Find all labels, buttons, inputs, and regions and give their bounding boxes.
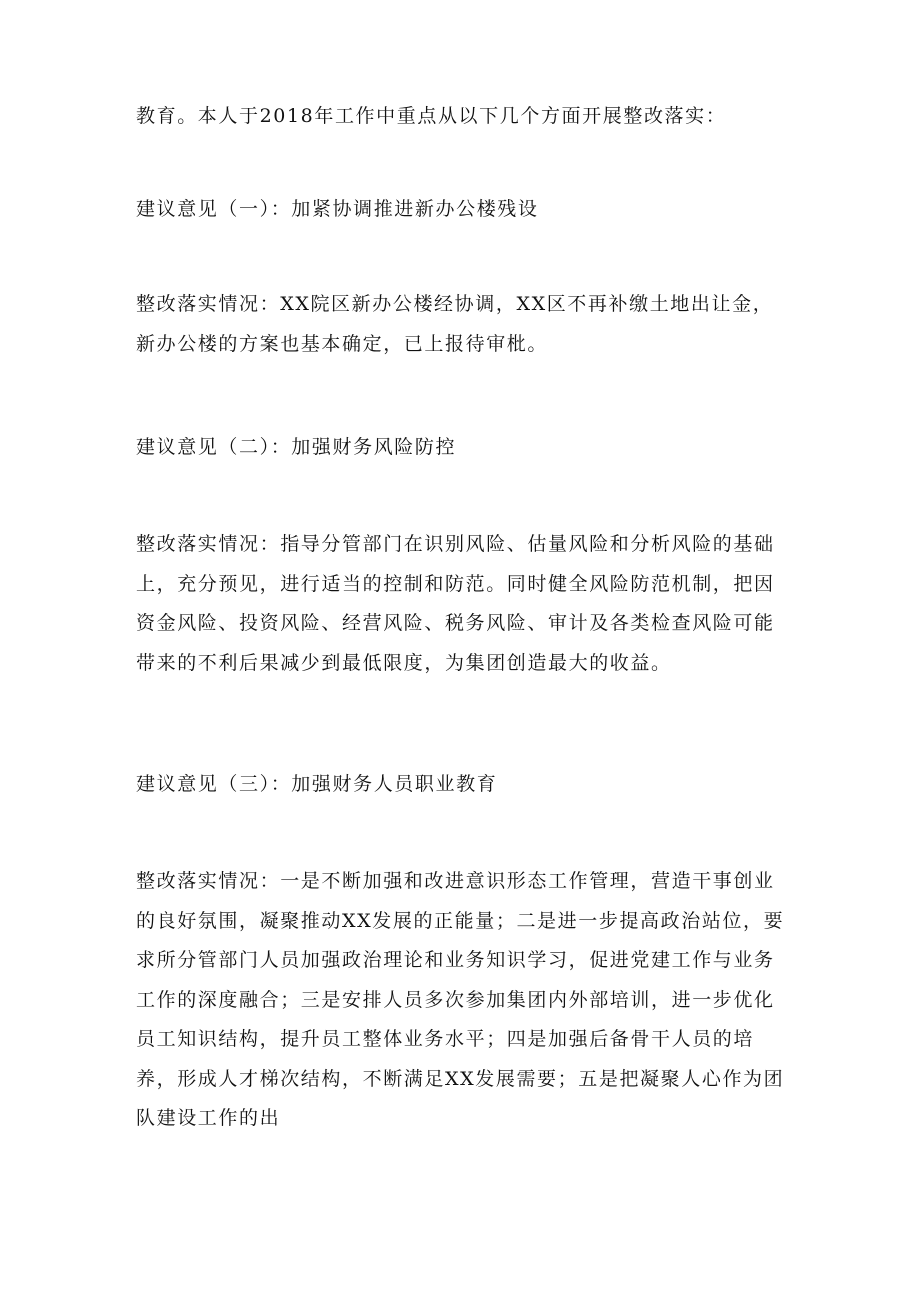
suggestion-heading-1: 建议意见（一）：加紧协调推进新办公楼残设 <box>136 198 539 220</box>
rectification-paragraph-3: 整改落实情况：一是不断加强和改进意识形态工作管理，营造干事创业的良好氛围，凝聚推动XX发展的正能量；二是进一步提高政治站位，要求所分管部门人员加强政治理论和业务知识学习，促进党建工作与业务工作的深度融合；三是安排人员多次参加集团内外部培训，进一步优化员工知识结构，提升员工整体业务水平；四是加强后备骨干人员的培养，形成人才梯次结构，不断满足XX发展需要；五是把凝聚人心作为团队建设工作的出 <box>136 870 785 1129</box>
rectification-paragraph-2: 整改落实情况：指导分管部门在识别风险、估量风险和分析风险的基础上，充分预见，进行适当的控制和防范。同时健全风险防范机制，把因资金风险、投资风险、经营风险、税务风险、审计及各类检查风险可能带来的不利后果减少到最低限度，为集团创造最大的收益。 <box>136 533 775 674</box>
rectification-paragraph-1: 整改落实情况：XX院区新办公楼经协调，XX区不再补缴土地出让金，新办公楼的方案也基本确定，已上报待审枇。 <box>136 293 774 355</box>
suggestion-heading-2: 建议意见（二）：加强财务风险防控 <box>136 436 457 458</box>
intro-paragraph: 教育。本人于2018年工作中重点从以下几个方面开展整改落实： <box>136 105 727 127</box>
suggestion-heading-3: 建议意见（三）：加强财务人员职业教育 <box>136 773 498 795</box>
